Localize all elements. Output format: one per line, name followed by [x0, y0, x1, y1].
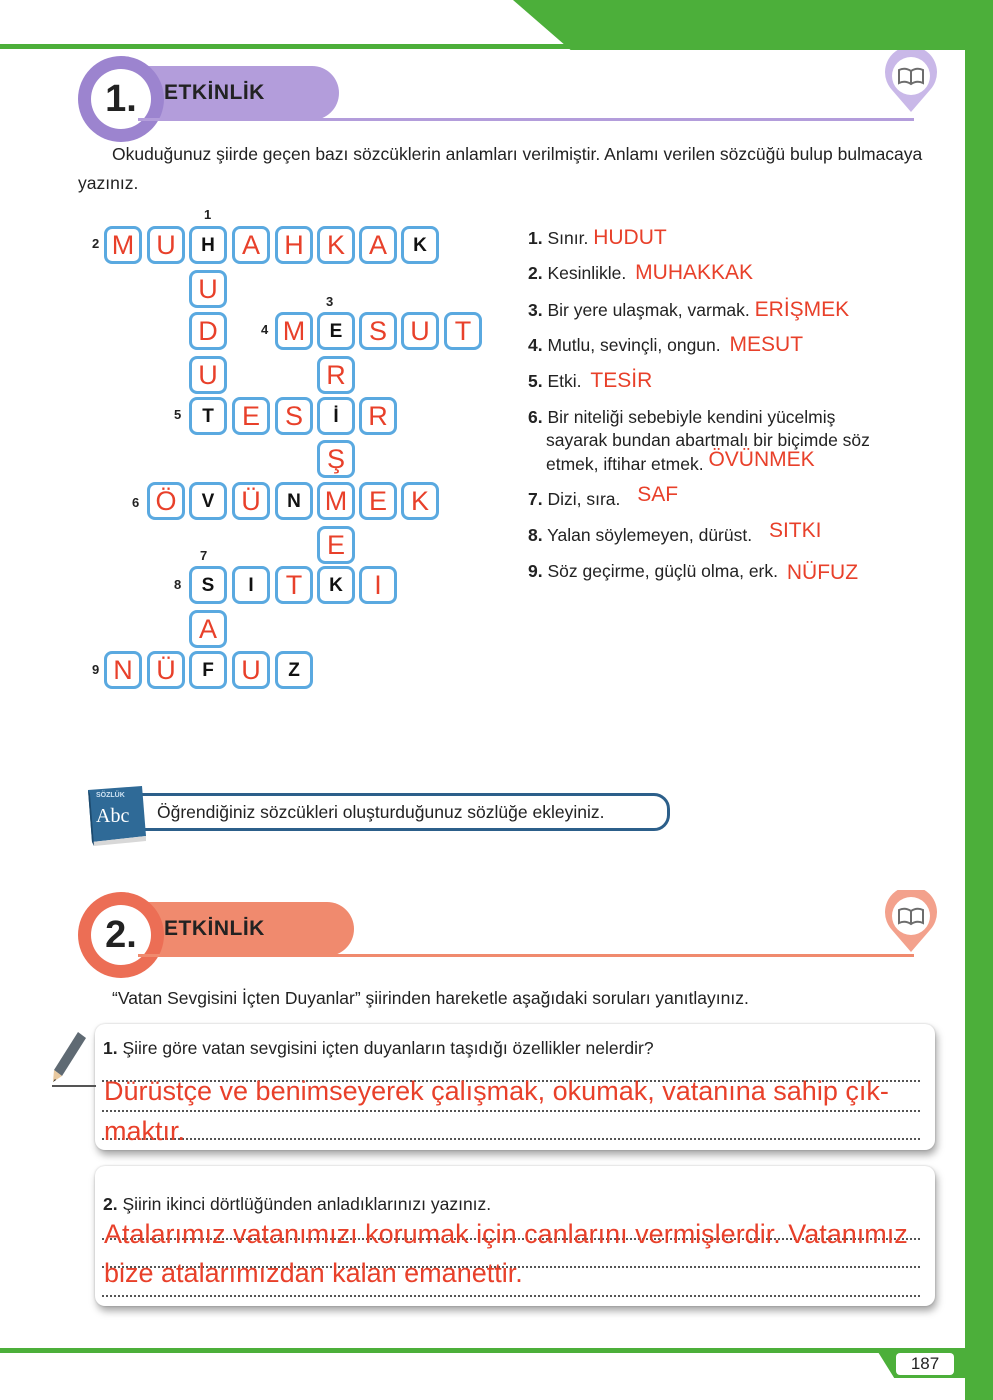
clue-8-number: 8. [528, 525, 543, 545]
activity-2-number-badge [78, 892, 164, 978]
crossword-cell: K [401, 226, 439, 264]
crossword-number-1: 1 [204, 207, 212, 222]
crossword-cell: A [359, 226, 397, 264]
clue-4 [528, 333, 928, 357]
question-2-text: Şiirin ikinci dörtlüğünden anladıklarınızı yazınız. [122, 1194, 492, 1214]
clue-6 [528, 406, 928, 476]
book-pin-icon [882, 50, 940, 114]
clue-3 [528, 298, 928, 322]
question-2-answer-line1: Atalarımız vatanımızı korumak için canlarını vermişlerdir. Vatanımız [104, 1219, 908, 1249]
question-2 [103, 1194, 491, 1215]
clue-1-text: Sınır. [547, 228, 589, 248]
clue-2 [528, 261, 928, 285]
question-2-answer-line2: bize atalarımızdan kalan emanettir. [104, 1258, 523, 1288]
clue-8 [528, 519, 928, 547]
dictionary-note-text: Öğrendiğiniz sözcükleri oluşturduğunuz sözlüğe ekleyiniz. [157, 802, 605, 822]
activity-1-label: ETKİNLİK [164, 81, 265, 104]
answer-line [102, 1138, 920, 1140]
clue-6-number: 6. [528, 407, 543, 427]
crossword-cell: H [189, 226, 227, 264]
crossword-cell: U [189, 356, 227, 394]
crossword-cell: R [359, 397, 397, 435]
crossword-cell: U [147, 226, 185, 264]
crossword-cell: U [232, 651, 270, 689]
crossword-number-2: 2 [92, 236, 100, 251]
crossword-cell: S [359, 312, 397, 350]
crossword-cell: F [189, 651, 227, 689]
clue-6-answer: ÖVÜNMEK [708, 448, 815, 471]
crossword-cell: V [189, 482, 227, 520]
bottom-green-rule [0, 1348, 970, 1353]
crossword-cell: Z [275, 651, 313, 689]
crossword-cell: E [317, 526, 355, 564]
crossword-cell: A [232, 226, 270, 264]
clue-3-number: 3. [528, 300, 543, 320]
dictionary-book-abc: Abc [96, 805, 130, 827]
activity-2-instructions: “Vatan Sevgisini İçten Duyanlar” şiirinden hareketle aşağıdaki soruları yanıtlayınız. [112, 988, 749, 1008]
right-green-border [965, 0, 993, 1400]
question-1-text: Şiire göre vatan sevgisini içten duyanların taşıdığı özellikler nelerdir? [122, 1038, 654, 1058]
clue-7-text: Dizi, sıra. [547, 489, 621, 509]
crossword-cell: U [189, 270, 227, 308]
activity-1-number-badge [78, 56, 164, 142]
clue-7 [528, 483, 928, 511]
crossword-number-4: 4 [261, 322, 269, 337]
crossword-cell: K [317, 226, 355, 264]
crossword-cell: T [275, 566, 313, 604]
crossword-cell: Ş [317, 440, 355, 478]
crossword-cell: A [189, 610, 227, 648]
clue-5 [528, 369, 928, 393]
clue-9-number: 9. [528, 561, 543, 581]
clue-1-answer: HUDUT [593, 226, 667, 249]
crossword-cell: M [104, 226, 142, 264]
crossword-cell: T [189, 397, 227, 435]
clue-9 [528, 559, 928, 583]
crossword-cell: N [275, 482, 313, 520]
dictionary-book-label: SÖZLÜK [96, 792, 125, 799]
clue-5-answer: TESİR [590, 369, 653, 392]
clue-1-number: 1. [528, 228, 543, 248]
clue-5-text: Etki. [547, 371, 582, 391]
crossword-number-3: 3 [326, 294, 334, 309]
crossword-cell: S [189, 566, 227, 604]
question-2-number: 2. [103, 1194, 118, 1214]
question-1 [103, 1038, 654, 1059]
dictionary-book-icon [84, 784, 150, 846]
answer-line [102, 1295, 920, 1297]
crossword-cell: T [444, 312, 482, 350]
activity-1-instructions: Okuduğunuz şiirde geçen bazı sözcüklerin anlamları verilmiştir. Anlamı verilen sözcüğü bulup bulmacaya yazınız. [78, 144, 923, 193]
crossword-cell: K [317, 566, 355, 604]
crossword-cell: I [232, 566, 270, 604]
crossword-cell: H [275, 226, 313, 264]
crossword-cell: D [189, 312, 227, 350]
activity-2-number: 2. [91, 905, 151, 965]
crossword-cell: I [359, 566, 397, 604]
activity-2-header [78, 892, 918, 982]
clue-8-answer: SITKI [768, 519, 822, 542]
crossword-cell: S [275, 397, 313, 435]
clue-2-text: Kesinlikle. [547, 263, 627, 283]
clue-4-text: Mutlu, sevinçli, ongun. [547, 335, 721, 355]
question-1-number: 1. [103, 1038, 118, 1058]
clue-3-text: Bir yere ulaşmak, varmak. [547, 300, 750, 320]
top-right-green-corner [513, 0, 993, 50]
crossword-cell: R [317, 356, 355, 394]
question-1-answer-line1: Dürüstçe ve benimseyerek çalışmak, okumak, vatanına sahip çık- [104, 1076, 889, 1106]
crossword-number-8: 8 [174, 577, 182, 592]
clue-7-number: 7. [528, 489, 543, 509]
clue-9-answer: NÜFUZ [786, 561, 859, 584]
crossword-cell: U [401, 312, 439, 350]
crossword-cell: M [275, 312, 313, 350]
crossword-cell: N [104, 651, 142, 689]
crossword-cell: E [232, 397, 270, 435]
crossword-number-9: 9 [92, 662, 100, 677]
crossword-cell: Ü [232, 482, 270, 520]
clue-2-answer: MUHAKKAK [635, 261, 754, 284]
crossword-cell: E [317, 312, 355, 350]
clue-6-text-line1: Bir niteliği sebebiyle kendini yücelmiş [547, 407, 836, 427]
crossword-cell: Ö [147, 482, 185, 520]
clue-7-answer: SAF [637, 483, 679, 506]
pencil-icon [50, 1030, 100, 1090]
crossword-number-5: 5 [174, 407, 182, 422]
crossword-cell: İ [317, 397, 355, 435]
clue-6-text-line2: sayarak bundan abartmalı bir biçimde söz [546, 430, 870, 450]
clue-6-text-line3: etmek, iftihar etmek. [546, 454, 704, 474]
activity-1-underline [138, 118, 914, 121]
clue-3-answer: ERİŞMEK [754, 298, 850, 321]
answer-line [102, 1110, 920, 1112]
book-pin-icon [882, 890, 940, 954]
crossword-number-7: 7 [200, 548, 208, 563]
clue-1 [528, 226, 928, 250]
clue-2-number: 2. [528, 263, 543, 283]
question-1-answer-line2: maktır. [104, 1116, 186, 1146]
clue-9-text: Söz geçirme, güçlü olma, erk. [547, 561, 778, 581]
activity-2-label: ETKİNLİK [164, 917, 265, 940]
crossword-cell: Ü [147, 651, 185, 689]
clue-4-answer: MESUT [729, 333, 804, 356]
activity-1-header [78, 56, 918, 146]
crossword-cell: K [401, 482, 439, 520]
crossword-cell: E [359, 482, 397, 520]
clue-8-text: Yalan söylemeyen, dürüst. [547, 525, 753, 545]
crossword-number-6: 6 [132, 495, 140, 510]
activity-2-underline [138, 954, 914, 957]
clue-5-number: 5. [528, 371, 543, 391]
activity-1-number: 1. [91, 69, 151, 129]
page-number: 187 [896, 1353, 954, 1375]
clue-4-number: 4. [528, 335, 543, 355]
crossword-cell: M [317, 482, 355, 520]
